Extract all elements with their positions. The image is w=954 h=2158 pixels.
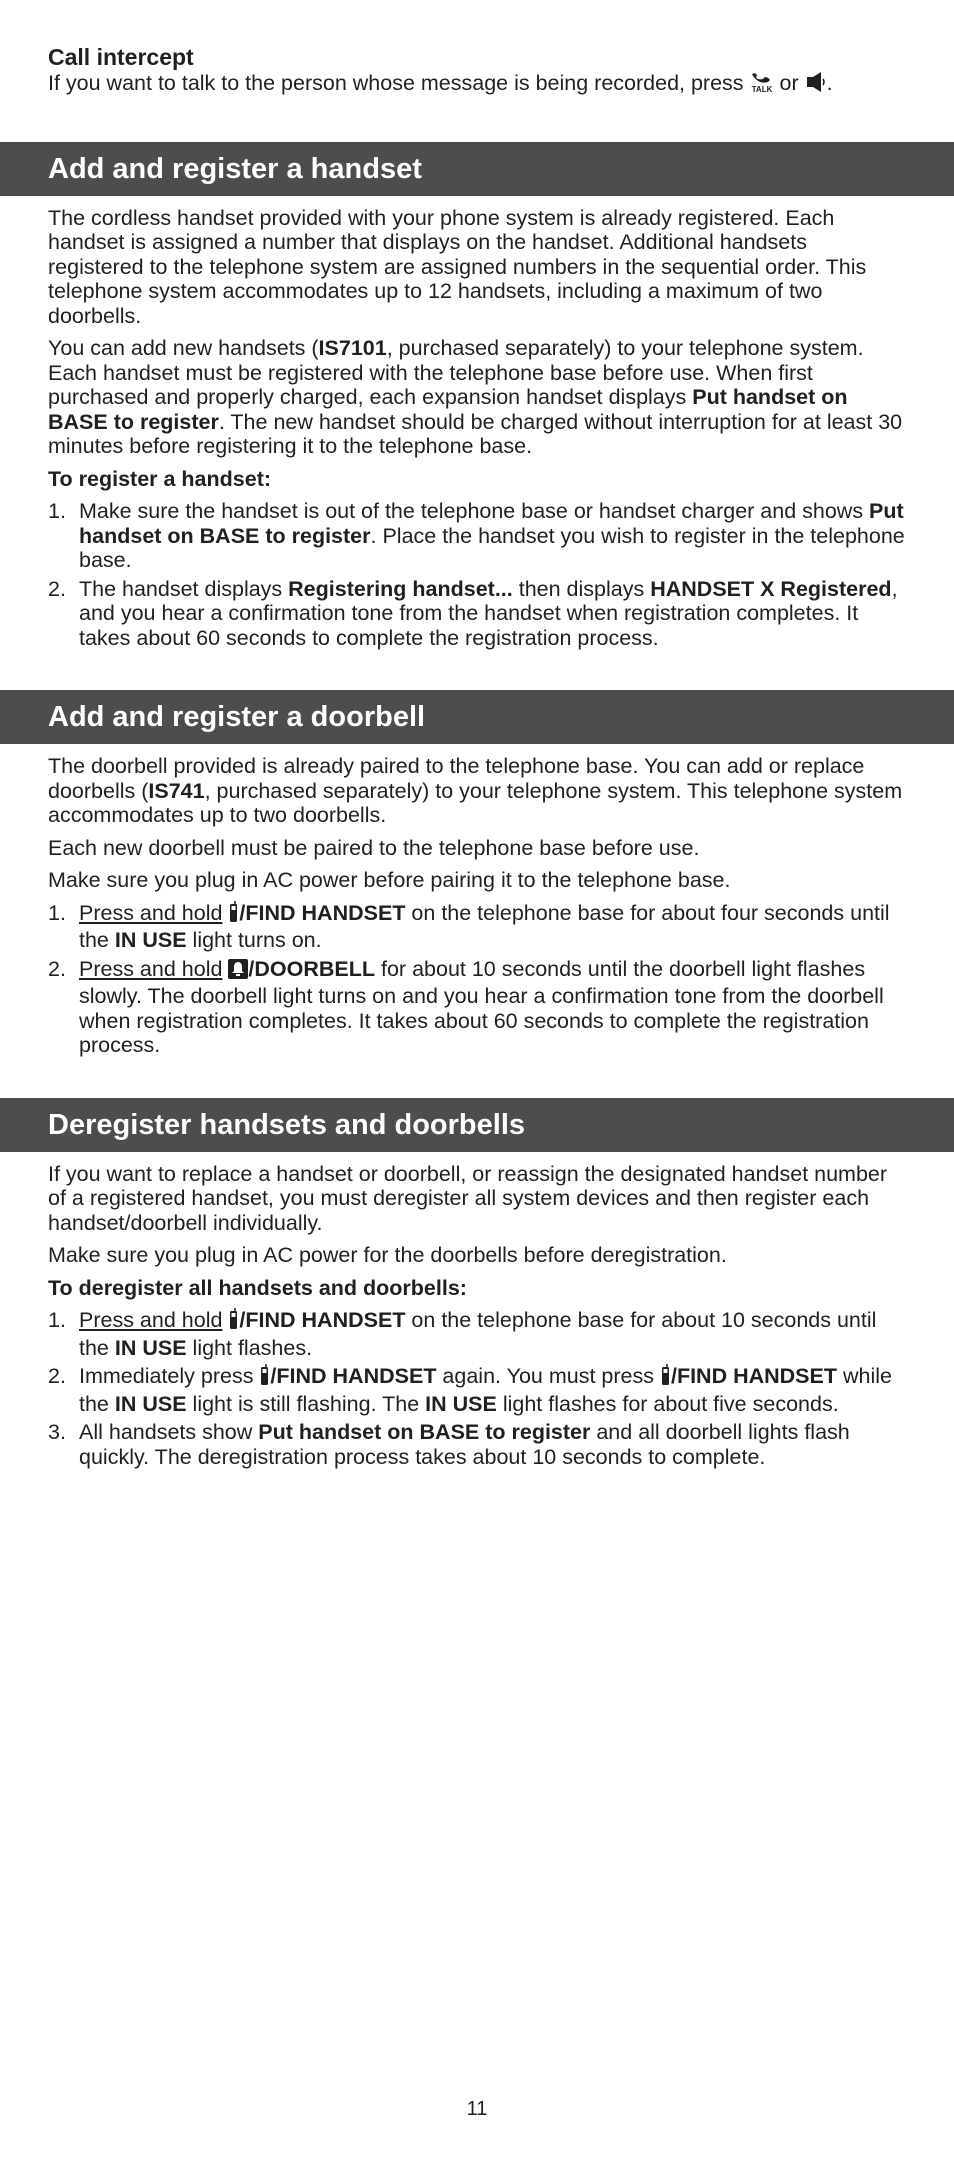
register-handset-steps: [48, 499, 906, 650]
deregister-steps: [48, 1308, 906, 1469]
speaker-icon: [805, 71, 827, 99]
deregister-section: [0, 1152, 954, 1470]
handset-icon: [228, 1308, 239, 1336]
subheading: To register a handset:: [48, 466, 272, 491]
list-item: 1. Press and hold /FIND HANDSET on the telephone base for about four seconds until the IN USE light turns on.: [48, 900, 890, 952]
list-item: 2. Press and hold /DOORBELL for about 10 seconds until the doorbell light flashes slowly. The doorbell light turns on and you hear a confirmation tone from the doorbell when registration completes. It takes about 60 seconds to complete the registration process.: [48, 956, 884, 1057]
talk-icon-label: TALK: [751, 85, 772, 93]
list-item: 1. Make sure the handset is out of the telephone base or handset charger and shows Put handset on BASE to register. Place the handset you wish to register in the telephone base.: [48, 499, 905, 572]
paragraph: Make sure you plug in AC power before pairing it to the telephone base.: [48, 868, 731, 892]
paragraph: Make sure you plug in AC power for the doorbells before deregistration.: [48, 1243, 727, 1267]
handset-icon: [259, 1364, 270, 1392]
call-intercept-section: [0, 0, 954, 99]
paragraph: The cordless handset provided with your phone system is already registered. Each handset is assigned a number that displays on the handset. Additional handsets registered to the telephone system are assigned numbers in the sequential order. This telephone system accommodates up to 12 handsets, including a maximum of two doorbells.: [48, 205, 867, 328]
handset-icon: [660, 1364, 671, 1392]
list-item: 2. Immediately press /FIND HANDSET again. You must press /FIND HANDSET while the IN USE light is still flashing. The IN USE light flashes for about five seconds.: [48, 1364, 892, 1416]
call-intercept-heading: Call intercept: [48, 44, 194, 70]
paragraph: If you want to replace a handset or doorbell, or reassign the designated handset number of a registered handset, you must deregister all system devices and then register each handset/doorbell individually.: [48, 1161, 888, 1235]
add-handset-section: [0, 196, 954, 651]
list-item: 3. All handsets show Put handset on BASE to register and all doorbell lights flash quickly. The deregistration process takes about 10 seconds to complete.: [48, 1420, 850, 1469]
section-header-add-handset: Add and register a handset: [0, 142, 954, 196]
doorbell-icon: [228, 959, 248, 985]
list-item: 2. The handset displays Registering handset... then displays HANDSET X Registered, and you hear a confirmation tone from the handset when registration completes. It takes about 60 seconds to complete the registration process.: [48, 576, 898, 650]
page-number: 11: [466, 2098, 488, 2120]
section-header-add-doorbell: Add and register a doorbell: [0, 690, 954, 744]
paragraph: The doorbell provided is already paired to the telephone base. You can add or replace doorbells (IS741, purchased separately) to your telephone system. This telephone system accommodates up to two doorbells.: [48, 754, 903, 827]
subheading: To deregister all handsets and doorbells:: [48, 1275, 467, 1300]
list-item: 1. Press and hold /FIND HANDSET on the telephone base for about 10 seconds until the IN USE light flashes.: [48, 1308, 877, 1360]
add-doorbell-section: [0, 744, 954, 1058]
call-intercept-text: If you want to talk to the person whose message is being recorded, press TALK or .: [48, 71, 906, 99]
paragraph: Each new doorbell must be paired to the telephone base before use.: [48, 835, 700, 860]
paragraph: You can add new handsets (IS7101, purchased separately) to your telephone system. Each handset must be registered with the telephone base before use. When first purchased and properly charged, each expansion handset displays Put handset on BASE to register. The new handset should be charged without interruption for at least 30 minutes before registering it to the telephone base.: [48, 336, 903, 458]
handset-icon: [228, 901, 239, 929]
talk-icon: [750, 71, 774, 99]
section-header-deregister: Deregister handsets and doorbells: [0, 1098, 954, 1152]
register-doorbell-steps: [48, 901, 906, 1058]
